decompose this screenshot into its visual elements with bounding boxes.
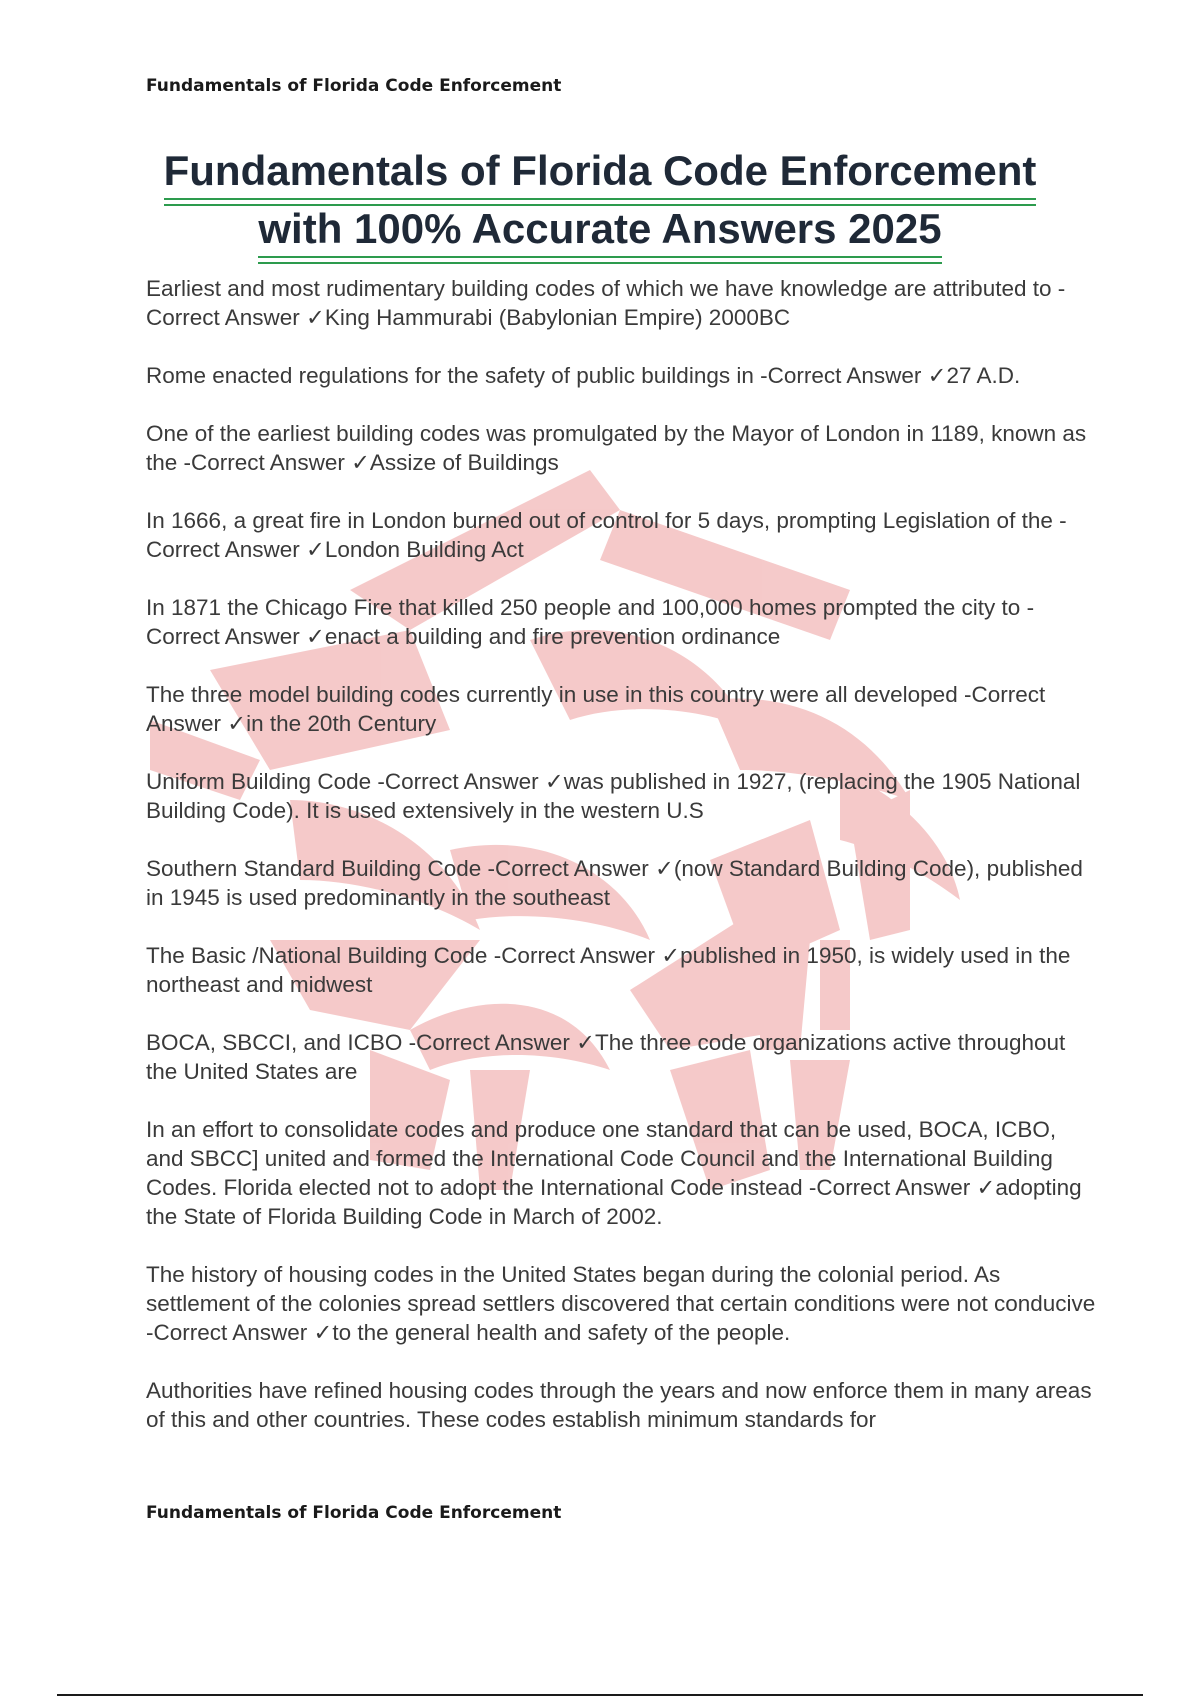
running-footer: Fundamentals of Florida Code Enforcement	[146, 1503, 562, 1523]
running-header: Fundamentals of Florida Code Enforcement	[146, 76, 562, 96]
qa-item: Southern Standard Building Code -Correct Answer ✓(now Standard Building Code), published in 1945 is used predominantly in the southeast	[146, 856, 1083, 910]
qa-item: BOCA, SBCCI, and ICBO -Correct Answer ✓The three code organizations active throughout the United States are	[146, 1030, 1066, 1084]
qa-item: One of the earliest building codes was promulgated by the Mayor of London in 1189, known as the -Correct Answer ✓Assize of Buildings	[146, 421, 1087, 475]
qa-item: In 1666, a great fire in London burned out of control for 5 days, prompting Legislation of the -Correct Answer ✓London Building Act	[146, 508, 1067, 562]
document-title	[120, 146, 1080, 262]
qa-item: Rome enacted regulations for the safety of public buildings in -Correct Answer ✓27 A.D.	[146, 363, 1021, 388]
qa-item: Authorities have refined housing codes through the years and now enforce them in many areas of this and other countries. These codes establish minimum standards for	[146, 1378, 1092, 1432]
qa-item: Uniform Building Code -Correct Answer ✓was published in 1927, (replacing the 1905 National Building Code). It is used extensively in the western U.S	[146, 769, 1081, 823]
qa-item: Earliest and most rudimentary building codes of which we have knowledge are attributed to -Correct Answer ✓King Hammurabi (Babylonian Empire) 2000BC	[146, 276, 1066, 330]
title-line-2: with 100% Accurate Answers 2025	[258, 204, 941, 258]
qa-item: The Basic /National Building Code -Correct Answer ✓published in 1950, is widely used in the northeast and midwest	[146, 943, 1071, 997]
qa-list	[146, 274, 1096, 1460]
qa-item: In an effort to consolidate codes and produce one standard that can be used, BOCA, ICBO, and SBCC] united and formed the International Code Council and the International Building Codes. Florida elected not to adopt the International Code instead -Correct Answer ✓adopting the State of Florida Building Code in March of 2002.	[146, 1117, 1082, 1229]
qa-item: The three model building codes currently in use in this country were all developed -Correct Answer ✓in the 20th Century	[146, 682, 1046, 736]
qa-item: In 1871 the Chicago Fire that killed 250 people and 100,000 homes prompted the city to -Correct Answer ✓enact a building and fire prevention ordinance	[146, 595, 1035, 649]
title-line-1: Fundamentals of Florida Code Enforcement	[164, 146, 1037, 200]
qa-item: The history of housing codes in the United States began during the colonial period. As settlement of the colonies spread settlers discovered that certain conditions were not conducive -Correct Answer ✓to the general health and safety of the people.	[146, 1262, 1096, 1345]
page-divider	[57, 1694, 1143, 1696]
